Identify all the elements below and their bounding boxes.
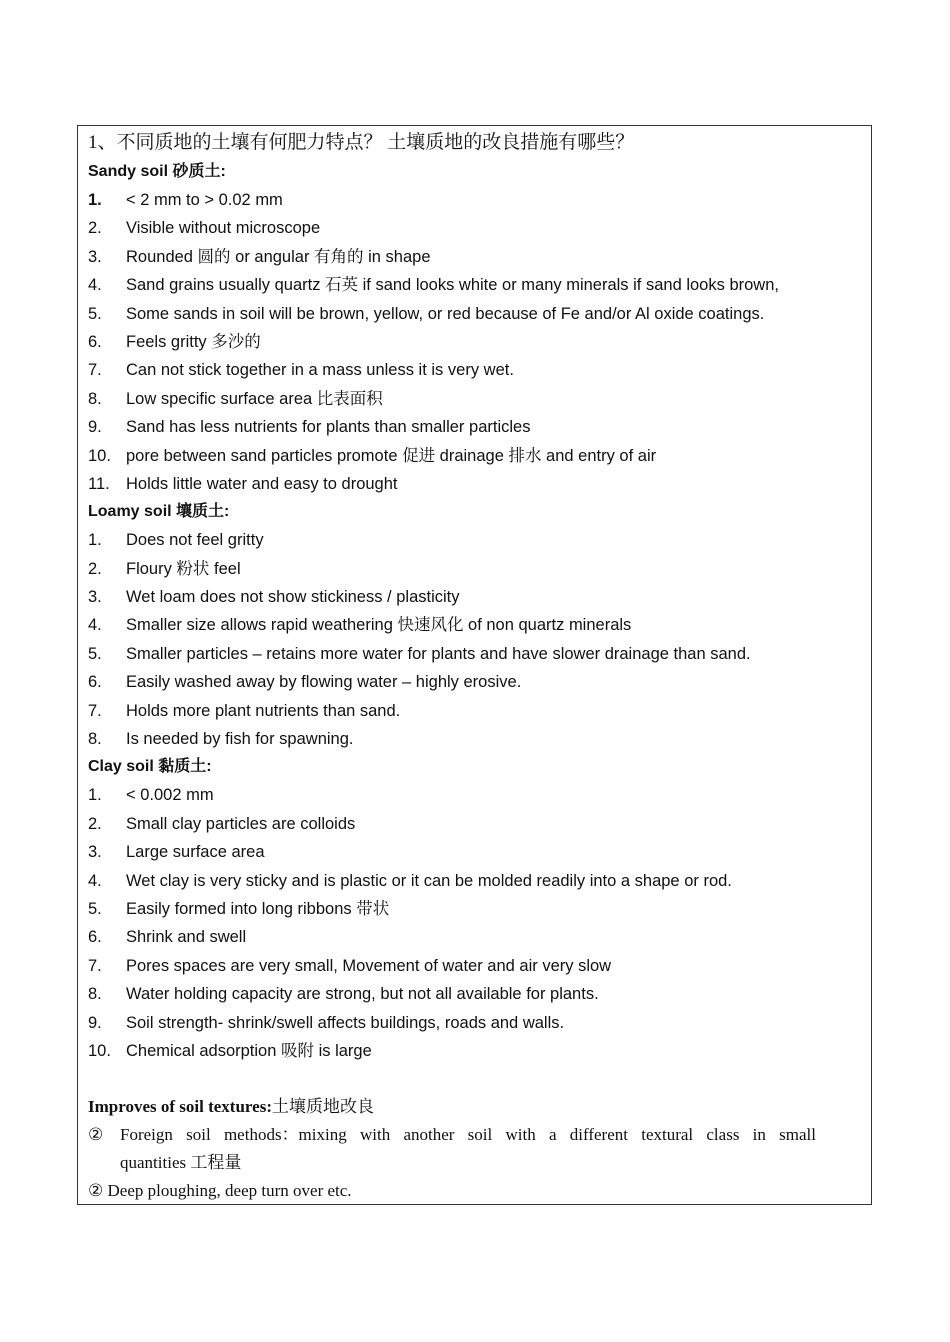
loamy-list-item xyxy=(88,640,861,668)
list-item-number: 7. xyxy=(88,361,102,380)
list-item-text: Holds more plant nutrients than sand. xyxy=(126,701,401,720)
loamy-list-item xyxy=(88,668,861,696)
sandy-list-item xyxy=(88,300,861,328)
improve-item-1-text: Foreign soil methods：mixing with another soil with a different textural class in small xyxy=(120,1125,816,1145)
improve-item-1 xyxy=(88,1121,861,1149)
list-item-text: Sand has less nutrients for plants than smaller particles xyxy=(126,418,531,437)
list-item-number: 10. xyxy=(88,446,111,465)
sandy-list-item xyxy=(88,328,861,356)
list-item-text: Wet loam does not show stickiness / plasticity xyxy=(126,588,460,607)
list-item-text: Can not stick together in a mass unless it is very wet. xyxy=(126,361,514,380)
list-item-number: 3. xyxy=(88,247,102,266)
list-item-text: Water holding capacity are strong, but not all available for plants. xyxy=(126,985,599,1004)
sandy-list-item xyxy=(88,356,861,384)
list-item-text: Some sands in soil will be brown, yellow, or red because of Fe and/or Al oxide coatings. xyxy=(126,304,765,323)
improve-item-1-marker: ② xyxy=(88,1125,104,1145)
clay-list-item xyxy=(88,867,861,895)
sandy-list-item xyxy=(88,470,861,498)
list-item-number: 6. xyxy=(88,332,102,351)
sandy-soil-list xyxy=(88,186,861,498)
list-item-text: Holds little water and easy to drought xyxy=(126,474,398,493)
loamy-soil-list xyxy=(88,526,861,753)
list-item-text: Does not feel gritty xyxy=(126,531,264,550)
loamy-list-item xyxy=(88,555,861,583)
list-item-number: 3. xyxy=(88,588,102,607)
list-item-number: 4. xyxy=(88,871,102,890)
list-item-number: 8. xyxy=(88,730,102,749)
list-item-text: < 2 mm to > 0.02 mm xyxy=(126,191,283,209)
list-item-number: 10. xyxy=(88,1041,111,1060)
list-item-text: Sand grains usually quartz 石英 if sand looks white or many minerals if sand looks brown, xyxy=(126,276,779,295)
list-item-number: 2. xyxy=(88,559,102,578)
improves-heading-en: Improves of soil textures: xyxy=(88,1097,272,1117)
clay-list-item xyxy=(88,810,861,838)
list-item-number: 11. xyxy=(88,474,110,493)
improve-item-1-continuation: quantities 工程量 xyxy=(120,1153,242,1173)
sandy-list-item xyxy=(88,271,861,299)
list-item-text: Easily washed away by flowing water – highly erosive. xyxy=(126,673,522,692)
list-item-text: Easily formed into long ribbons 带状 xyxy=(126,899,390,918)
loamy-list-item xyxy=(88,526,861,554)
list-item-number: 2. xyxy=(88,814,102,833)
sandy-list-item xyxy=(88,442,861,470)
loamy-soil-heading: Loamy soil 壤质土: xyxy=(88,503,230,521)
clay-list-item xyxy=(88,1009,861,1037)
answer-content xyxy=(88,130,861,1205)
improves-heading xyxy=(88,1093,861,1121)
list-item-text: Soil strength- shrink/swell affects buildings, roads and walls. xyxy=(126,1013,565,1032)
sandy-list-item xyxy=(88,413,861,441)
clay-list-item xyxy=(88,952,861,980)
clay-soil-list xyxy=(88,781,861,1065)
answer-box xyxy=(77,125,872,1205)
list-item-number: 4. xyxy=(88,616,102,635)
list-item-number: 5. xyxy=(88,304,102,323)
list-item-text: Is needed by fish for spawning. xyxy=(126,730,354,749)
list-item-text: Wet clay is very sticky and is plastic or it can be molded readily into a shape or rod. xyxy=(126,871,732,890)
clay-list-item xyxy=(88,923,861,951)
clay-list-item xyxy=(88,895,861,923)
question-title: 1、不同质地的土壤有何肥力特点？ 土壤质地的改良措施有哪些？ xyxy=(88,132,635,153)
sandy-list-item xyxy=(88,186,861,214)
list-item-number: 6. xyxy=(88,673,102,692)
improve-item-2: ② Deep ploughing, deep turn over etc. xyxy=(88,1181,352,1201)
list-item-text: Shrink and swell xyxy=(126,928,247,947)
list-item-number: 5. xyxy=(88,644,102,663)
clay-soil-heading: Clay soil 黏质土: xyxy=(88,758,212,776)
list-item-text: pore between sand particles promote 促进 drainage 排水 and entry of air xyxy=(126,446,657,465)
list-item-number: 7. xyxy=(88,701,102,720)
sandy-soil-heading: Sandy soil 砂质土: xyxy=(88,163,226,180)
list-item-text: Chemical adsorption 吸附 is large xyxy=(126,1041,372,1060)
list-item-number: 4. xyxy=(88,276,102,295)
list-item-text: Smaller size allows rapid weathering 快速风化 of non quartz minerals xyxy=(126,616,632,635)
list-item-number: 1. xyxy=(88,786,102,805)
improves-heading-cn: 土壤质地改良 xyxy=(272,1097,374,1117)
clay-list-item xyxy=(88,781,861,809)
list-item-number: 9. xyxy=(88,418,102,437)
clay-list-item xyxy=(88,1037,861,1065)
list-item-text: Rounded 圆的 or angular 有角的 in shape xyxy=(126,247,431,266)
list-item-text: Feels gritty 多沙的 xyxy=(126,332,261,351)
list-item-number: 8. xyxy=(88,985,102,1004)
blank-line xyxy=(88,1065,861,1093)
list-item-number: 9. xyxy=(88,1013,102,1032)
list-item-number: 7. xyxy=(88,956,102,975)
list-item-text: Low specific surface area 比表面积 xyxy=(126,389,383,408)
list-item-number: 8. xyxy=(88,389,102,408)
list-item-number: 3. xyxy=(88,843,102,862)
list-item-number: 1. xyxy=(88,191,102,209)
list-item-number: 1. xyxy=(88,531,102,550)
loamy-list-item xyxy=(88,697,861,725)
loamy-list-item xyxy=(88,725,861,753)
list-item-text: < 0.002 mm xyxy=(126,786,214,805)
list-item-text: Small clay particles are colloids xyxy=(126,814,356,833)
sandy-list-item xyxy=(88,214,861,242)
sandy-list-item xyxy=(88,243,861,271)
loamy-list-item xyxy=(88,583,861,611)
list-item-text: Visible without microscope xyxy=(126,219,321,238)
list-item-number: 2. xyxy=(88,219,102,238)
list-item-text: Pores spaces are very small, Movement of water and air very slow xyxy=(126,956,612,975)
loamy-list-item xyxy=(88,611,861,639)
clay-list-item xyxy=(88,838,861,866)
list-item-number: 5. xyxy=(88,899,102,918)
clay-list-item xyxy=(88,980,861,1008)
list-item-text: Floury 粉状 feel xyxy=(126,559,241,578)
sandy-list-item xyxy=(88,385,861,413)
list-item-text: Smaller particles – retains more water for plants and have slower drainage than sand. xyxy=(126,644,751,663)
list-item-text: Large surface area xyxy=(126,843,265,862)
list-item-number: 6. xyxy=(88,928,102,947)
